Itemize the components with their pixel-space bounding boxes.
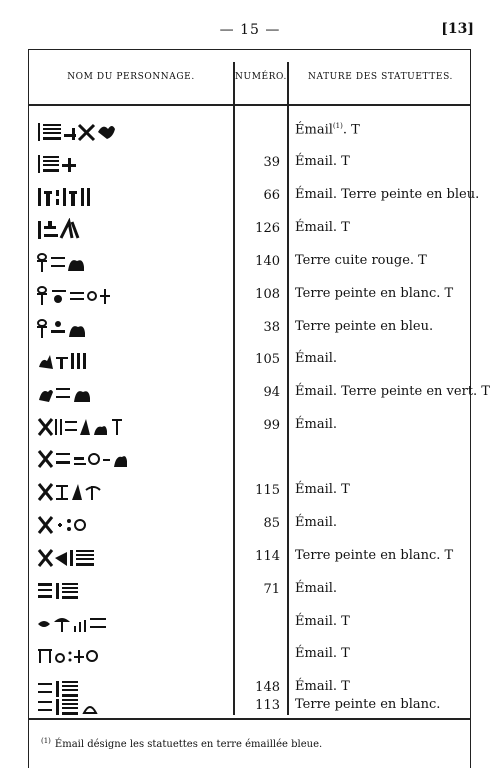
row-nature: Terre peinte en blanc. T [295,548,454,563]
table-row [29,216,470,246]
row-nature: Terre cuite rouge. T [295,253,427,268]
row-nature: Émail. [295,351,338,366]
hieroglyph-name [36,218,226,242]
footnote [41,737,322,750]
hieroglyph-name [36,612,226,636]
hieroglyph-name [36,382,226,406]
hieroglyph-name [36,317,226,341]
row-nature: Émail. T [295,646,350,661]
footnote-mark: (1) [41,737,51,745]
row-number: 113 [255,698,280,713]
hieroglyph-name [36,695,226,719]
table-row [29,282,470,312]
row-nature: Émail. T [295,482,350,497]
hieroglyph-name [36,447,226,471]
header-rule [29,104,470,106]
row-nature: Émail. T [295,220,350,235]
row-nature: Terre peinte en blanc. [295,697,441,712]
table-row [29,478,470,508]
row-nature: Émail. [295,417,338,432]
table-row [29,347,470,377]
column-header-number: NUMÉRO. [235,72,287,82]
footnote-text: Émail désigne les statuettes en terre émaillée bleue. [54,739,323,750]
hieroglyph-name [36,349,226,373]
hieroglyph-name [36,284,226,308]
row-nature: Terre peinte en blanc. T [295,286,454,301]
hieroglyph-name [36,251,226,275]
row-number: 114 [255,549,280,564]
hieroglyph-name [36,579,226,603]
table-row [29,380,490,410]
table-row [29,610,470,640]
table-row [29,445,470,475]
table-row [29,511,470,541]
hieroglyph-name [36,480,226,504]
table-row [29,183,480,213]
row-number: 126 [255,221,280,236]
hieroglyph-name [36,546,226,570]
row-number: 108 [255,287,280,302]
row-nature: Émail$^{(1)}$. T [295,122,360,138]
table-row [29,150,470,180]
row-number: 115 [255,483,280,498]
row-nature: Émail. [295,581,338,596]
table-row [29,118,470,148]
row-number: 66 [263,188,280,203]
table-row [29,693,470,723]
row-number: 105 [255,352,280,367]
hieroglyph-name [36,513,226,537]
hieroglyph-name [36,644,226,668]
page-number: — 15 — [219,22,281,38]
table-row [29,413,470,443]
row-number: 148 [255,680,280,695]
table-row [29,249,470,279]
row-nature: Émail. T [295,679,350,694]
row-nature: Émail. T [295,614,350,629]
row-number: 38 [263,320,280,335]
row-nature: Émail. Terre peinte en vert. T [295,384,490,399]
hieroglyph-name [36,415,226,439]
page-reference: [13] [441,21,474,37]
table-row [29,315,470,345]
row-number: 94 [263,385,280,400]
row-number: 85 [263,516,280,531]
row-nature: Émail. Terre peinte en bleu. [295,187,480,202]
row-nature: Terre peinte en bleu. [295,319,434,334]
table-row [29,544,470,574]
hieroglyph-name [36,152,226,176]
hieroglyph-name [36,185,226,209]
column-header-nature: NATURE DES STATUETTES. [308,72,453,82]
row-number: 140 [255,254,280,269]
row-number: 71 [263,582,280,597]
row-nature: Émail. [295,515,338,530]
row-number: 99 [263,418,280,433]
hieroglyph-name [36,120,226,144]
row-number: 39 [263,155,280,170]
column-header-name: NOM DU PERSONNAGE. [67,72,195,82]
table-row [29,577,470,607]
statuettes-table [28,49,490,768]
table-row [29,642,470,672]
row-nature: Émail. T [295,154,350,169]
